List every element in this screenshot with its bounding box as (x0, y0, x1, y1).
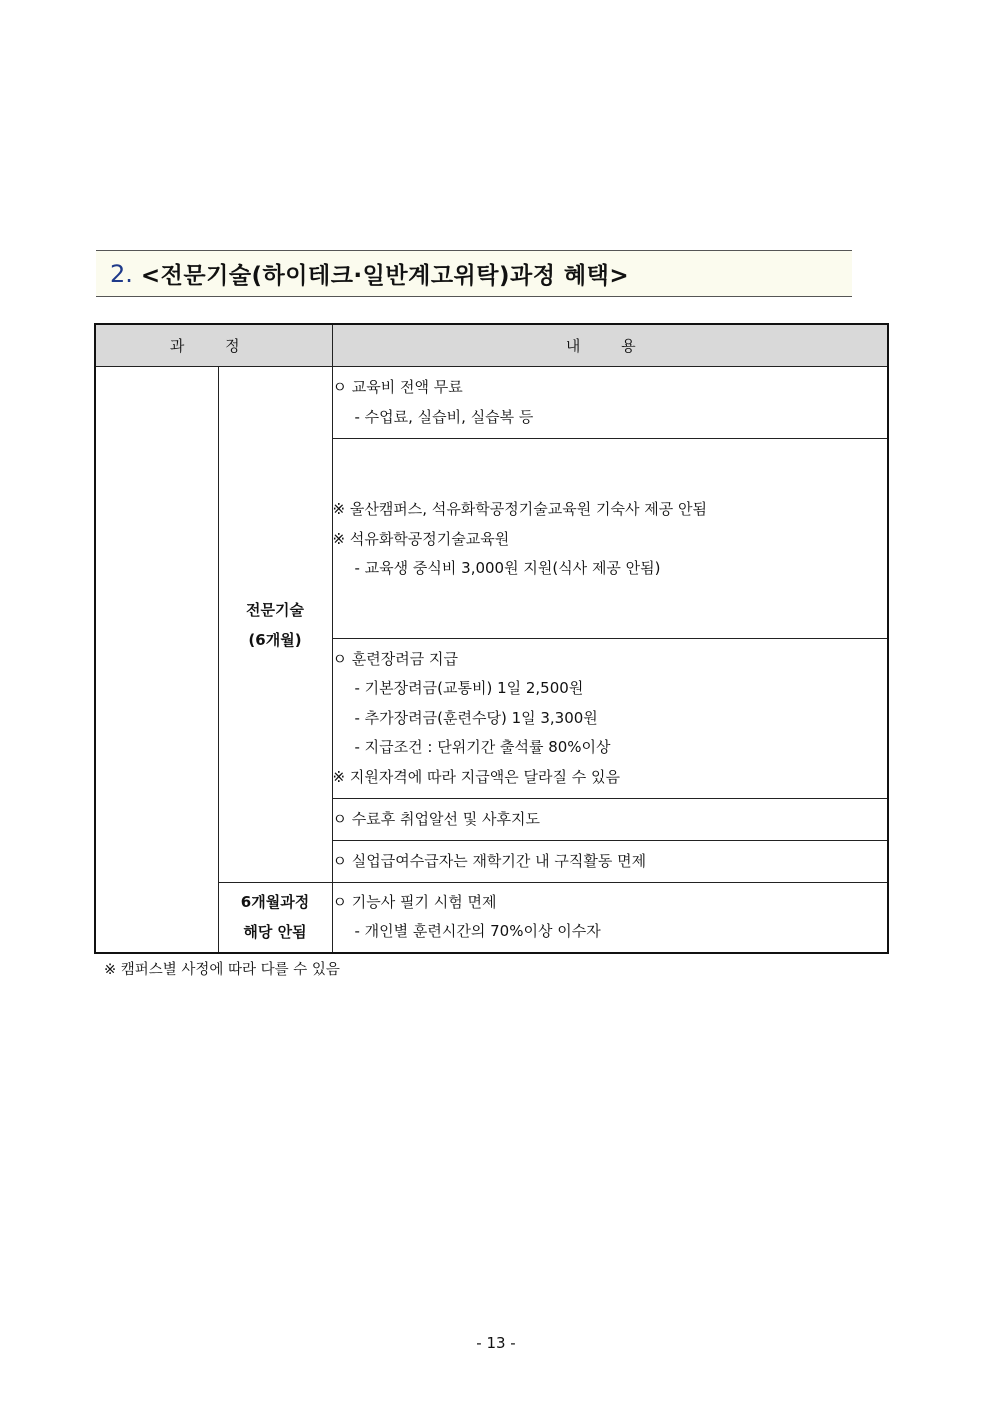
content-cell (332, 439, 888, 639)
table-header-row (95, 324, 888, 367)
content-line: ※ 지원자격에 따라 지급액은 달라질 수 있음 (332, 767, 621, 786)
section-title: <전문기술(하이테크·일반계고위탁)과정 혜택> (140, 263, 630, 289)
table-footnote: ※ 캠퍼스별 사정에 따라 다를 수 있음 (104, 962, 340, 978)
content-line: - 개인별 훈련시간의 70%이상 이수자 (354, 922, 601, 941)
section-number: 2. (110, 259, 133, 288)
course-extra-line1: 6개월과정 (240, 893, 310, 912)
content-line: ㅇ 교육비 전액 무료 (332, 378, 463, 396)
course-name: 전문기술 (246, 600, 304, 619)
content-line: - 지급조건 : 단위기간 출석률 80%이상 (354, 738, 611, 757)
course-cell-extra (218, 883, 332, 953)
content-line: ㅇ 훈련장려금 지급 (332, 649, 458, 668)
content-line: ※ 석유화학공정기술교육원 (332, 529, 510, 548)
benefits-table (94, 323, 889, 954)
content-cell (332, 799, 888, 841)
content-cell (332, 883, 888, 953)
content-line: - 추가장려금(훈련수당) 1일 3,300원 (354, 708, 598, 727)
empty-category-cell (95, 367, 218, 953)
content-line: - 교육생 중식비 3,000원 지원(식사 제공 안됨) (354, 559, 661, 577)
content-line: ※ 울산캠퍼스, 석유화학공정기술교육원 기숙사 제공 안됨 (332, 500, 707, 518)
content-cell (332, 367, 888, 439)
course-extra-line2: 해당 안됨 (243, 923, 307, 942)
page-number: - 13 - (476, 1334, 516, 1352)
content-line: - 기본장려금(교통비) 1일 2,500원 (354, 679, 584, 698)
content-line: ㅇ 수료후 취업알선 및 사후지도 (332, 809, 540, 828)
course-cell-main (218, 367, 332, 883)
content-line: - 수업료, 실습비, 실습복 등 (354, 407, 534, 426)
header-content: 내 용 (332, 324, 888, 367)
content-line: ㅇ 실업급여수급자는 재학기간 내 구직활동 면제 (332, 851, 647, 870)
course-duration: (6개월) (248, 630, 302, 649)
table-row (95, 367, 888, 439)
content-cell (332, 639, 888, 799)
header-course: 과 정 (95, 324, 332, 367)
section-title-bar (96, 250, 852, 297)
content-cell (332, 841, 888, 883)
content-line: ㅇ 기능사 필기 시험 면제 (332, 892, 497, 911)
